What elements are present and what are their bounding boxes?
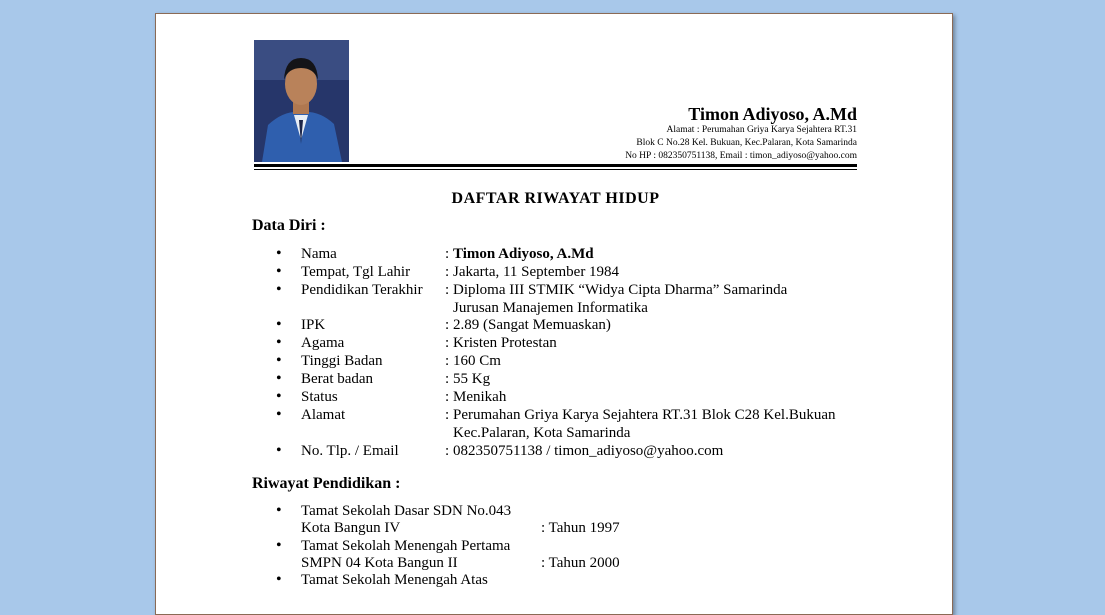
bullet-icon xyxy=(276,388,286,406)
education-year-value: Tahun 2000 xyxy=(548,555,620,571)
education-school: Tamat Sekolah Menengah Pertama xyxy=(301,538,511,554)
field-label: Pendidikan Terakhir xyxy=(301,282,423,298)
field-value: 2.89 (Sangat Memuaskan) xyxy=(453,317,611,333)
field-value: 160 Cm xyxy=(453,353,501,369)
education-location: Kota Bangun IV xyxy=(301,520,401,536)
header-rule-thin xyxy=(254,169,857,170)
field-colon: : xyxy=(445,282,450,298)
header-contact-line: No HP : 082350751138, Email : timon_adiyoso@yahoo.com xyxy=(625,151,857,161)
education-school: Tamat Sekolah Dasar SDN No.043 xyxy=(301,503,512,519)
education-school: Tamat Sekolah Menengah Atas xyxy=(301,572,488,588)
field-colon: : xyxy=(445,246,450,262)
bullet-icon xyxy=(276,370,286,388)
field-label: Alamat xyxy=(301,407,346,423)
bullet-icon xyxy=(276,537,286,555)
bullet-icon xyxy=(276,334,286,352)
field-value: Menikah xyxy=(453,389,507,405)
bullet-icon xyxy=(276,442,286,460)
section-data-diri-heading: Data Diri : xyxy=(252,217,326,234)
field-colon: : xyxy=(445,264,450,280)
field-colon: : xyxy=(445,335,450,351)
field-value: Timon Adiyoso, A.Md xyxy=(453,246,594,262)
field-value-continuation: Kec.Palaran, Kota Samarinda xyxy=(453,425,631,441)
bullet-icon xyxy=(276,571,286,589)
field-label: No. Tlp. / Email xyxy=(301,443,399,459)
field-label: Tempat, Tgl Lahir xyxy=(301,264,411,280)
document-title: DAFTAR RIWAYAT HIDUP xyxy=(451,190,660,207)
bullet-icon xyxy=(276,352,286,370)
field-label: Status xyxy=(301,389,338,405)
field-value-continuation: Jurusan Manajemen Informatika xyxy=(453,300,648,316)
bullet-icon xyxy=(276,263,286,281)
document-page xyxy=(155,13,953,615)
field-label: Nama xyxy=(301,246,337,262)
header-name: Timon Adiyoso, A.Md xyxy=(688,104,857,124)
field-label: Tinggi Badan xyxy=(301,353,383,369)
bullet-icon xyxy=(276,502,286,520)
field-colon: : xyxy=(445,443,450,459)
field-label: IPK xyxy=(301,317,326,333)
education-year: : Tahun 2000 xyxy=(541,555,620,571)
field-colon: : xyxy=(445,353,450,369)
education-year-value: Tahun 1997 xyxy=(548,520,620,536)
field-value: Diploma III STMIK “Widya Cipta Dharma” Samarinda xyxy=(453,282,788,298)
bullet-icon xyxy=(276,406,286,424)
profile-photo xyxy=(254,40,349,162)
field-colon: : xyxy=(445,389,450,405)
header-rule-thick xyxy=(254,164,857,167)
field-value: Kristen Protestan xyxy=(453,335,557,351)
bullet-icon xyxy=(276,245,286,263)
header-address-line2: Blok C No.28 Kel. Bukuan, Kec.Palaran, Kota Samarinda xyxy=(636,138,857,148)
header-address-line1: Alamat : Perumahan Griya Karya Sejahtera RT.31 xyxy=(666,125,857,135)
field-label: Agama xyxy=(301,335,345,351)
field-value: 55 Kg xyxy=(453,371,491,387)
bullet-icon xyxy=(276,316,286,334)
field-value: Perumahan Griya Karya Sejahtera RT.31 Blok C28 Kel.Bukuan xyxy=(453,407,836,423)
field-value: Jakarta, 11 September 1984 xyxy=(453,264,620,280)
education-location: SMPN 04 Kota Bangun II xyxy=(301,555,458,571)
bullet-icon xyxy=(276,281,286,299)
field-value: 082350751138 / timon_adiyoso@yahoo.com xyxy=(453,443,724,459)
field-colon: : xyxy=(445,407,450,423)
field-colon: : xyxy=(445,317,450,333)
field-label: Berat badan xyxy=(301,371,374,387)
field-colon: : xyxy=(445,371,450,387)
education-year: : Tahun 1997 xyxy=(541,520,620,536)
section-pendidikan-heading: Riwayat Pendidikan : xyxy=(252,475,401,492)
